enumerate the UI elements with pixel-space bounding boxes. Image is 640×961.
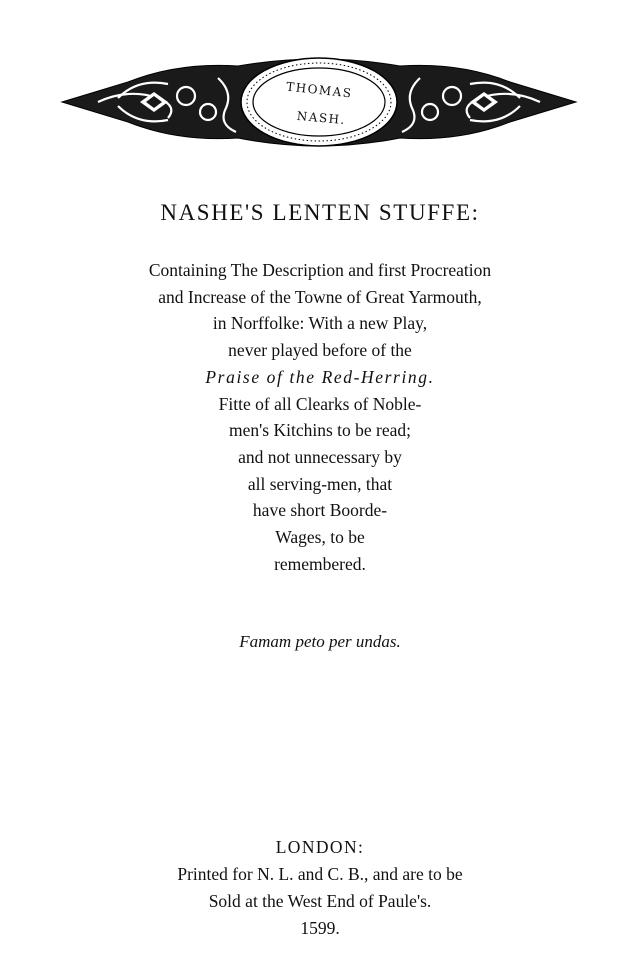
book-title: NASHE'S LENTEN STUFFE: bbox=[160, 200, 480, 225]
imprint-block bbox=[0, 834, 640, 942]
description-line: have short Boorde- bbox=[252, 500, 388, 521]
description-line: never played before of the bbox=[228, 340, 412, 361]
latin-motto: Famam peto per undas. bbox=[239, 632, 401, 651]
description-line: and Increase of the Towne of Great Yarmouth, bbox=[158, 286, 482, 307]
description-line: Containing The Description and first Procreation bbox=[148, 260, 492, 280]
description-line: Wages, to be bbox=[275, 527, 365, 548]
imprint-city: LONDON: bbox=[275, 837, 365, 857]
description-line: remembered. bbox=[274, 553, 366, 574]
ornament-line-1: THOMAS bbox=[285, 79, 354, 101]
description-line: and not unnecessary by bbox=[238, 446, 402, 467]
description-line: in Norffolke: With a new Play, bbox=[212, 313, 428, 334]
ornamental-headpiece bbox=[58, 48, 580, 164]
description-line: all serving-men, that bbox=[247, 473, 393, 494]
imprint-sold-at: Sold at the West End of Paule's. bbox=[208, 891, 432, 911]
description-line: men's Kitchins to be read; bbox=[229, 420, 411, 441]
description-line: Fitte of all Clearks of Noble- bbox=[218, 393, 422, 414]
ornament-line-2: NASH. bbox=[296, 108, 347, 128]
description-block bbox=[0, 257, 640, 577]
imprint-year: 1599. bbox=[300, 918, 340, 938]
description-line-italic: Praise of the Red-Herring. bbox=[205, 366, 435, 387]
imprint-printed-for: Printed for N. L. and C. B., and are to be bbox=[177, 864, 463, 884]
